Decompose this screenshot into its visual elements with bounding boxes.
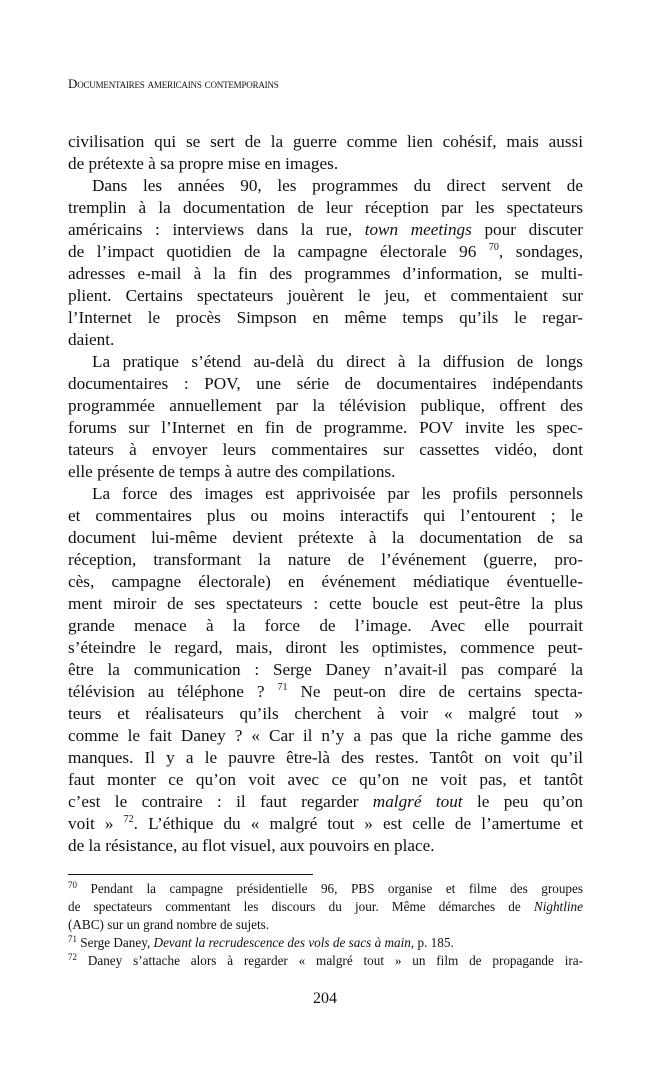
italic-text: Nightline: [533, 899, 583, 914]
text-segment: documentaires : POV, une série de documentaires indépendants: [68, 374, 583, 393]
text-line: [68, 615, 583, 637]
footnote-line: [68, 916, 583, 934]
text-line: [68, 241, 583, 263]
text-segment: de la résistance, au flot visuel, aux pouvoirs en place.: [68, 836, 435, 855]
text-line: [68, 285, 583, 307]
text-segment: être la communication : Serge Daney n’avait-il pas comparé la: [68, 660, 583, 679]
text-line: [68, 351, 583, 373]
text-segment: de spectateurs commentant les discours du jour. Même démarches de: [68, 899, 534, 914]
text-segment: faut monter ce qu’on voit avec ce qu’on ne voit pas, et tantôt: [68, 770, 583, 789]
footnote-line: [68, 898, 583, 916]
text-line: [68, 439, 583, 461]
text-segment: civilisation qui se sert de la guerre comme lien cohésif, mais aussi: [68, 132, 583, 151]
footnotes: [68, 880, 583, 970]
text-segment: Ne peut-on dire de certains specta-: [287, 682, 583, 701]
footnote-ref: 70: [488, 242, 499, 253]
text-segment: document lui-même devient prétexte à la documentation de sa: [68, 528, 583, 547]
footnote-ref: 71: [277, 682, 288, 693]
text-segment: Pendant la campagne présidentielle 96, PBS organise et filme des groupes: [77, 881, 583, 896]
text-line: [68, 813, 583, 835]
page-number: 204: [313, 990, 337, 1007]
italic-text: malgré tout: [372, 792, 463, 811]
text-segment: télévision au téléphone ?: [68, 682, 278, 701]
text-line: [68, 593, 583, 615]
text-line: [68, 461, 583, 483]
text-segment: elle présente de temps à autre des compilations.: [68, 462, 396, 481]
text-line: [68, 263, 583, 285]
body-text: [68, 131, 583, 857]
text-segment: programmée annuellement par la télévision publique, offrent des: [68, 396, 583, 415]
text-line: [68, 747, 583, 769]
text-segment: Dans les années 90, les programmes du direct servent de: [92, 176, 583, 195]
text-segment: Serge Daney,: [77, 935, 154, 950]
text-segment: de l’impact quotidien de la campagne électorale 96: [68, 242, 489, 261]
text-segment: . L’éthique du « malgré tout » est celle de l’amertume et: [133, 814, 583, 833]
text-segment: c’est le contraire : il faut regarder: [68, 792, 373, 811]
text-line: [68, 703, 583, 725]
text-segment: manques. Il y a le pauvre être-là des restes. Tantôt on voit qu’il: [68, 748, 583, 767]
text-line: [68, 483, 583, 505]
text-segment: pour discuter: [471, 220, 583, 239]
text-segment: forums sur l’Internet en fin de programme. POV invite les spec-: [68, 418, 583, 437]
text-segment: s’éteindre le regard, mais, diront les optimistes, commence peut-: [68, 638, 583, 657]
text-segment: voit »: [68, 814, 124, 833]
text-segment: tateurs à envoyer leurs commentaires sur cassettes vidéo, dont: [68, 440, 583, 459]
italic-text: Devant la recrudescence des vols de sacs à main: [153, 935, 411, 950]
text-segment: , sondages,: [498, 242, 584, 261]
footnote-ref: 72: [68, 952, 77, 962]
text-line: [68, 769, 583, 791]
text-line: [68, 835, 583, 857]
text-segment: réception, transformant la nature de l’événement (guerre, pro-: [68, 550, 583, 569]
text-segment: La pratique s’étend au-delà du direct à la diffusion de longs: [92, 352, 583, 371]
text-segment: , p. 185.: [410, 935, 454, 950]
footnote-ref: 72: [123, 814, 134, 825]
text-segment: et commentaires plus ou moins interactifs qui l’entourent ; le: [68, 506, 583, 525]
text-line: [68, 175, 583, 197]
text-segment: tremplin à la documentation de leur réception par les spectateurs: [68, 198, 583, 217]
text-segment: plient. Certains spectateurs jouèrent le jeu, et commentaient sur: [68, 286, 583, 305]
text-line: [68, 505, 583, 527]
text-line: [68, 549, 583, 571]
text-line: [68, 725, 583, 747]
italic-text: town meetings: [364, 220, 472, 239]
text-line: [68, 791, 583, 813]
text-line: [68, 307, 583, 329]
text-segment: cès, campagne électorale) en événement médiatique éventuelle-: [68, 572, 583, 591]
text-segment: daient.: [68, 330, 115, 349]
text-line: [68, 219, 583, 241]
text-line: [68, 637, 583, 659]
text-line: [68, 681, 583, 703]
footnote-line: [68, 880, 583, 898]
text-line: [68, 659, 583, 681]
text-line: [68, 417, 583, 439]
running-header: Documentaires americains contemporains: [68, 76, 279, 91]
footnote-divider: [68, 874, 313, 875]
text-line: [68, 395, 583, 417]
text-line: [68, 527, 583, 549]
text-segment: de prétexte à sa propre mise en images.: [68, 154, 339, 173]
footnote-ref: 70: [68, 880, 77, 890]
text-segment: grande menace à la force de l’image. Avec elle pourrait: [68, 616, 583, 635]
footnote-line: [68, 952, 583, 970]
footnote-line: [68, 934, 583, 952]
text-segment: ment miroir de ses spectateurs : cette boucle est peut-être la plus: [68, 594, 583, 613]
text-segment: l’Internet le procès Simpson en même temps qu’ils le regar-: [68, 308, 583, 327]
text-line: [68, 373, 583, 395]
text-line: [68, 329, 583, 351]
text-line: [68, 131, 583, 153]
text-segment: (ABC) sur un grand nombre de sujets.: [68, 917, 270, 932]
footnote-ref: 71: [68, 934, 77, 944]
text-segment: adresses e-mail à la fin des programmes d’information, se multi-: [68, 264, 583, 283]
text-line: [68, 571, 583, 593]
text-segment: le peu qu’on: [462, 792, 583, 811]
text-line: [68, 153, 583, 175]
text-segment: américains : interviews dans la rue,: [68, 220, 365, 239]
text-line: [68, 197, 583, 219]
text-segment: La force des images est apprivoisée par les profils personnels: [92, 484, 583, 503]
text-segment: Daney s’attache alors à regarder « malgré tout » un film de propagande ira-: [77, 953, 583, 968]
text-segment: comme le fait Daney ? « Car il n’y a pas que la riche gamme des: [68, 726, 583, 745]
text-segment: teurs et réalisateurs qu’ils cherchent à voir « malgré tout »: [68, 704, 583, 723]
